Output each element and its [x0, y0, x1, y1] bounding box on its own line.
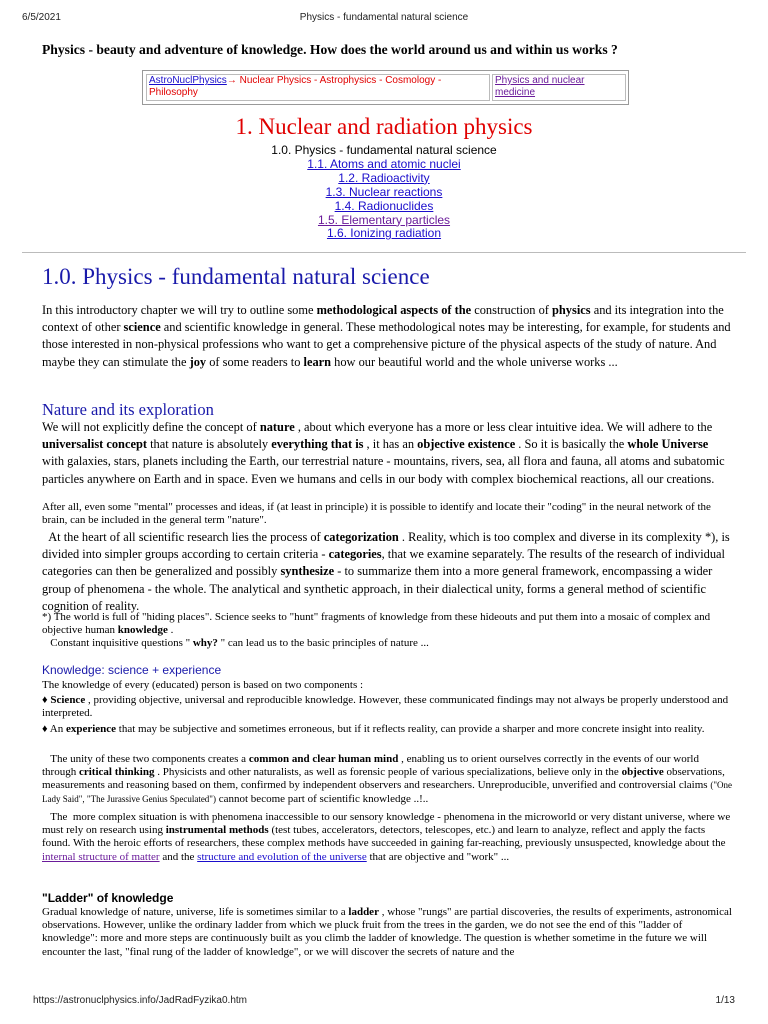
print-url: https://astronuclphysics.info/JadRadFyzika0.htm — [33, 995, 247, 1006]
universe-evolution-link[interactable]: structure and evolution of the universe — [197, 850, 367, 863]
categorization-paragraph: At the heart of all scientific research lies the process of categorization . Reality, which is too complex and diverse in its complexity *), is divided into simpler groups according to certain criteria - categories, that we examine separately. The results of the research of individual categories can then be generalized and possibly synthesize - to summarize them into a more general framework, encompassing a wider group of phenomena - the whole. The analytical and synthetic approach, in their dialectical unity, forms a general method of scientific cognition of reality. — [42, 530, 733, 613]
toc-item-nuclear-reactions[interactable]: 1.3. Nuclear reactions — [325, 184, 443, 199]
print-page-number: 1/13 — [715, 995, 735, 1006]
science-bullet: ♦ Science , providing objective, universal and reproducible knowledge. However, these communicated findings may not always be properly understood and interpreted. — [42, 694, 729, 720]
hiding-places-note: *) The world is full of "hiding places". Science seeks to "hunt" fragments of knowledge from these hideouts and put them into a mosaic of complex and objective human knowledge . Constant inquisitive questions " why? " can lead us to the basic principles of nature ... — [42, 611, 713, 650]
home-link[interactable]: AstroNuclPhysics — [149, 75, 227, 86]
toc-item-radioactivity[interactable]: 1.2. Radioactivity — [338, 170, 430, 185]
heading-nature: Nature and its exploration — [42, 400, 214, 419]
chapter-title: 1. Nuclear and radiation physics — [235, 114, 533, 139]
toc-item-ionizing-radiation[interactable]: 1.6. Ionizing radiation — [326, 226, 442, 241]
table-of-contents — [0, 144, 768, 241]
nature-paragraph: We will not explicitly define the concept of nature , about which everyone has a more or less clear intuitive idea. We will adhere to the universalist concept that nature is absolutely everything that is , it has an objective existence . So it is basically the whole Universe with galaxies, stars, planets including the Earth, our terrestrial nature - mountains, rivers, sea, all flora and fauna, all atoms and subatomic particles anywhere on Earth and in space. Even we humans and cells in our body with complex biochemical reactions, all our creations. — [42, 420, 725, 486]
tagline: Physics - beauty and adventure of knowledge. How does the world around us and within us works ? — [42, 42, 618, 57]
knowledge-intro: The knowledge of every (educated) person is based on two components : — [42, 679, 364, 691]
intro-paragraph: In this introductory chapter we will try to outline some methodological aspects of the construction of physics and its integration into the context of other science and scientific knowledge in general. These methodological notes may be interesting, for example, for students and those interested in non-physical professions who want to get a comprehensive picture of the physical aspects of the study of nature. And maybe they can stimulate the joy of some readers to learn how our beautiful world and the whole universe works ... — [42, 303, 731, 369]
print-title: Physics - fundamental natural science — [299, 12, 469, 23]
toc-item-radionuclides[interactable]: 1.4. Radionuclides — [334, 198, 434, 213]
toc-current: 1.0. Physics - fundamental natural science — [271, 143, 497, 157]
toc-item-elementary-particles[interactable]: 1.5. Elementary particles — [317, 212, 451, 227]
print-date: 6/5/2021 — [22, 12, 61, 23]
toc-item-atoms[interactable]: 1.1. Atoms and atomic nuclei — [307, 156, 461, 171]
nav-breadcrumb — [146, 74, 490, 101]
breadcrumb-arrow: → — [226, 75, 237, 86]
nature-note: After all, even some "mental" processes and ideas, if (at least in principle) it is possible to identify and locate their "coding" in the neural network of the brain, can be included in the general term "nature". — [42, 501, 711, 527]
physics-medicine-link[interactable]: Physics and nuclear medicine — [495, 75, 585, 98]
section-title: 1.0. Physics - fundamental natural science — [42, 264, 430, 289]
complex-paragraph: The more complex situation is with phenomena inaccessible to our sensory knowledge - phenomena in the microworld or very distant universe, where we must rely on research using instrumental methods (test tubes, accelerators, detectors, telescopes, etc.) and learn to analyze, reflect and apply the facts found. With the heroic efforts of researchers, these complex methods have succeeded in gaining far-reaching, previously unsuspected, knowledge about the internal structure of matter and the structure and evolution of the universe that are objective and "work" ... — [42, 811, 733, 863]
breadcrumb-path: Nuclear Physics - Astrophysics - Cosmology - Philosophy — [149, 75, 442, 98]
unity-paragraph: The unity of these two components creates a common and clear human mind , enabling us to orient ourselves correctly in the events of our world through critical thinking . Physicists and other naturalists, as well as forensic people of various specializations, believe only in the objective observations, measurements and reasoning based on them, confirmed by independent observers and researchers. Unreproducible, unverified and controversial claims ("One Lady Said", "The Jurassive Genius Speculated") cannot become part of scientific knowledge ..!.. — [42, 753, 735, 805]
ladder-paragraph: Gradual knowledge of nature, universe, life is sometimes similar to a ladder , whose "rungs" are partial discoveries, the results of experiments, astronomical observations. However, unlike the ordinary ladder from which we pluck fruit from the trees in the garden, we do not see the end of this "ladder of knowledge": more and more steps are continuously built as you climb the ladder of knowledge. The question is whether sometime in the future we will encounter the last, "final rung of the ladder of knowledge", or we will discover the secrets of nature and the — [42, 906, 732, 958]
nav-table — [142, 70, 629, 105]
matter-structure-link[interactable]: internal structure of matter — [42, 850, 160, 863]
experience-bullet: ♦ An experience that may be subjective and sometimes erroneous, but if it reflects reality, can provide a sharper and more concrete insight into reality. — [42, 723, 705, 735]
heading-ladder: "Ladder" of knowledge — [42, 891, 174, 905]
divider — [22, 252, 746, 253]
nav-side-cell — [492, 74, 626, 101]
heading-knowledge: Knowledge: science + experience — [42, 663, 222, 677]
